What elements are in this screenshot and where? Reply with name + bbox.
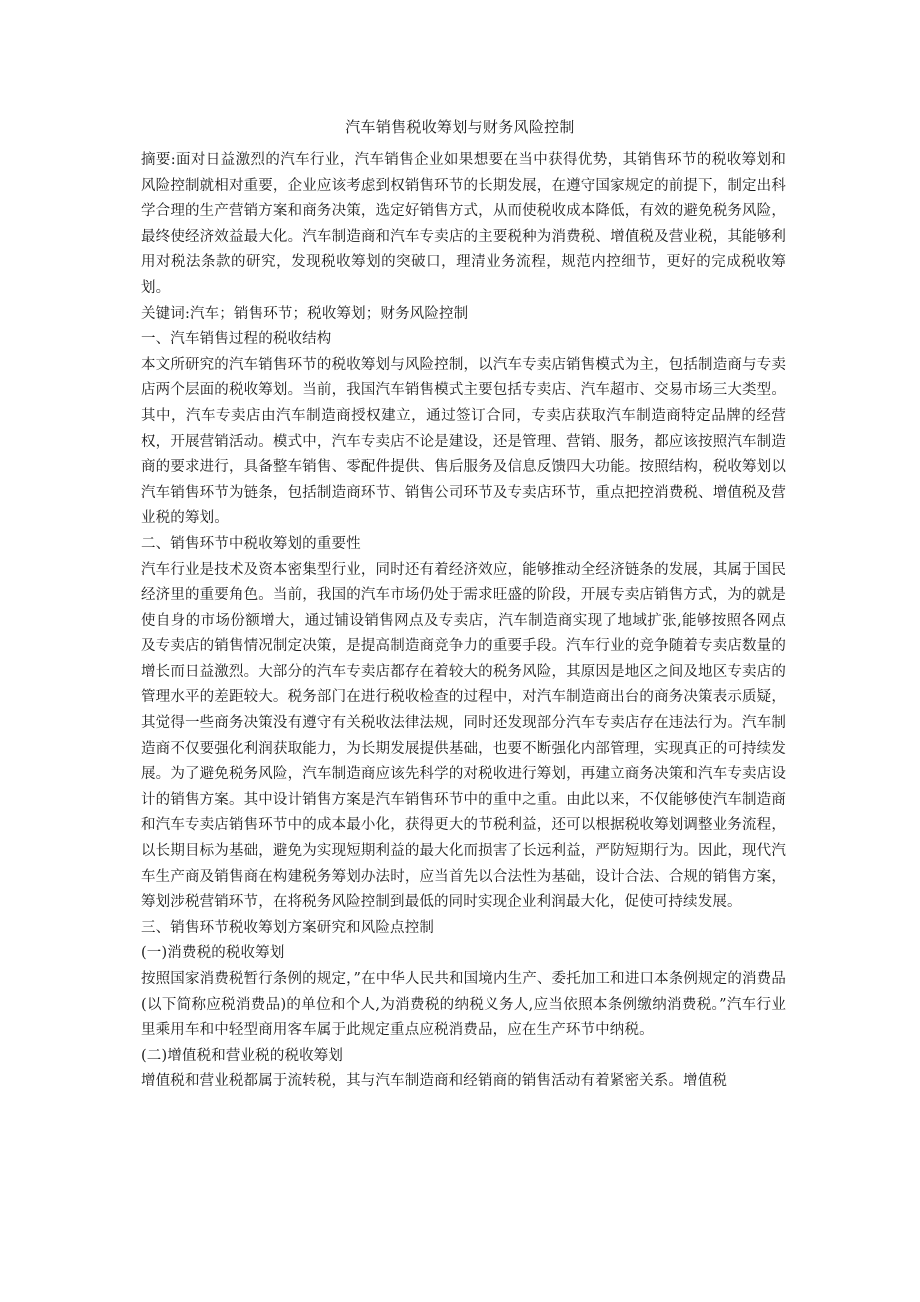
section-heading-1: 一、汽车销售过程的税收结构 — [141, 331, 332, 348]
subsection-heading-1: (一)消费税的税收筹划 — [141, 945, 285, 962]
body-paragraph: 本文所研究的汽车销售环节的税收筹划与风险控制，以汽车专卖店销售模式为主，包括制造商与专卖店两个层面的税收筹划。当前，我国汽车销售模式主要包括专卖店、汽车超市、交易市场三大类型。其中，汽车专卖店由汽车制造商授权建立，通过签订合同，专卖店获取汽车制造商特定品牌的经营权，开展营销活动。模式中，汽车专卖店不论是建设，还是管理、营销、服务，都应该按照汽车制造商的要求进行，具备整车销售、零配件提供、售后服务及信息反馈四大功能。按照结构，税收筹划以汽车销售环节为链条，包括制造商环节、销售公司环节及专卖店环节，重点把控消费税、增值税及营业税的筹划。 — [141, 356, 786, 527]
subsection-heading-2: (二)增值税和营业税的税收筹划 — [141, 1047, 344, 1064]
document-body — [141, 148, 786, 1095]
document-title: 汽车销售税收筹划与财务风险控制 — [345, 118, 575, 136]
abstract-paragraph: 摘要:面对日益激烈的汽车行业，汽车销售企业如果想要在当中获得优势，其销售环节的税收筹划和风险控制就相对重要，企业应该考虑到权销售环节的长期发展，在遵守国家规定的前提下，制定出科学合理的生产营销方案和商务决策，选定好销售方式，从而使税收成本降低，有效的避免税务风险，最终使经济效益最大化。汽车制造商和汽车专卖店的主要税种为消费税、增值税及营业税，其能够利用对税法条款的研究，发现税收筹划的突破口，理清业务流程，规范内控细节，更好的完成税收筹划。 — [141, 152, 786, 296]
body-paragraph: 增值税和营业税都属于流转税，其与汽车制造商和经销商的销售活动有着紧密关系。增值税 — [141, 1073, 727, 1090]
section-heading-3: 三、销售环节税收筹划方案研究和风险点控制 — [141, 919, 434, 936]
keywords-line: 关键词:汽车；销售环节；税收筹划；财务风险控制 — [141, 305, 469, 322]
body-paragraph: 汽车行业是技术及资本密集型行业，同时还有着经济效应，能够推动全经济链条的发展，其属于国民经济里的重要角色。当前，我国的汽车市场仍处于需求旺盛的阶段，开展专卖店销售方式，为的就是使自身的市场份额增大，通过铺设销售网点及专卖店，汽车制造商实现了地域扩张,能够按照各网点及专卖店的销售情况制定决策，是提高制造商竞争力的重要手段。汽车行业的竞争随着专卖店数量的增长而日益激烈。大部分的汽车专卖店都存在着较大的税务风险，其原因是地区之间及地区专卖店的管理水平的差距较大。税务部门在进行税收检查的过程中，对汽车制造商出台的商务决策表示质疑，其觉得一些商务决策没有遵守有关税收法律法规，同时还发现部分汽车专卖店存在违法行为。汽车制造商不仅要强化利润获取能力，为长期发展提供基础，也要不断强化内部管理，实现真正的可持续发展。为了避免税务风险，汽车制造商应该先科学的对税收进行筹划，再建立商务决策和汽车专卖店设计的销售方案。其中设计销售方案是汽车销售环节中的重中之重。由此以来，不仅能够使汽车制造商和汽车专卖店销售环节中的成本最小化，获得更大的节税利益，还可以根据税收筹划调整业务流程，以长期目标为基础，避免为实现短期利益的最大化而损害了长远利益，严防短期行为。因此，现代汽车生产商及销售商在构建税务筹划办法时，应当首先以合法性为基础，设计合法、合规的销售方案，筹划涉税营销环节，在将税务风险控制到最低的同时实现企业利润最大化，促使可持续发展。 — [141, 561, 786, 911]
body-paragraph: 按照国家消费税暂行条例的规定，”在中华人民共和国境内生产、委托加工和进口本条例规定的消费品(以下简称应税消费品)的单位和个人,为消费税的纳税义务人,应当依照本条例缴纳消费税。”汽车行业里乘用车和中轻型商用客车属于此规定重点应税消费品，应在生产环节中纳税。 — [141, 971, 786, 1039]
section-heading-2: 二、销售环节中税收筹划的重要性 — [141, 535, 361, 552]
